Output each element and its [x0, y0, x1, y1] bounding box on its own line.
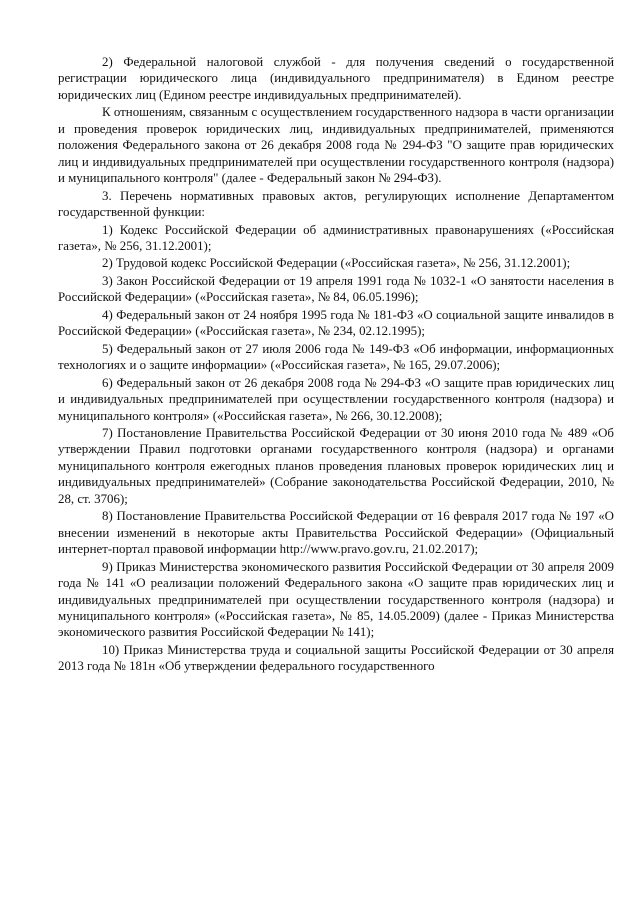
list-item-employment-law: 3) Закон Российской Федерации от 19 апреля 1991 года № 1032-1 «О занятости населения в Российской Федерации» («Российская газета», № 84, 06.05.1996);	[58, 273, 614, 305]
list-item-administrative-code: 1) Кодекс Российской Федерации об административных правонарушениях («Российская газета», № 256, 31.12.2001);	[58, 222, 614, 253]
paragraph-oversight-relations: К отношениям, связанным с осуществлением государственного надзора в части организации и проведения проверок юридических лиц, индивидуальных предпринимателей, применяются положения Федерального закона от 26 декабря 2008 года № 294-ФЗ "О защите прав юридических лиц и индивидуальных предпринимателей при осуществлении государственного контроля (надзора) и муниципального контроля" (далее - Федеральный закон № 294-ФЗ).	[58, 105, 614, 186]
list-item-294-fz: 6) Федеральный закон от 26 декабря 2008 года № 294-ФЗ «О защите прав юридических лиц и индивидуальных предпринимателей при осуществлении государственного контроля (надзора) и муниципального контроля» («Российская газета», № 266, 30.12.2008);	[58, 375, 614, 423]
list-item-resolution-197: 8) Постановление Правительства Российской Федерации от 16 февраля 2017 года № 197 «О внесении изменений в некоторые акты Правительства Российской Федерации» (Официальный интернет-портал правовой информации http://www.pravo.gov.ru, 21.02.2017);	[58, 509, 614, 557]
document-page	[58, 54, 614, 675]
list-item-order-141: 9) Приказ Министерства экономического развития Российской Федерации от 30 апреля 2009 года № 141 «О реализации положений Федерального закона «О защите прав юридических лиц и индивидуальных предпринимателей при осуществлении государственного контроля (надзора) и муниципального контроля» («Российская газета», № 85, 14.05.2009) (далее - Приказ Министерства экономического развития Российской Федерации № 141);	[58, 559, 614, 640]
paragraph-fns: 2) Федеральной налоговой службой - для получения сведений о государственной регистрации юридического лица (индивидуального предпринимателя) в Едином реестре юридических лиц (Едином реестре индивидуальных предпринимателей).	[58, 55, 614, 102]
list-item-order-181n: 10) Приказ Министерства труда и социальной защиты Российской Федерации от 30 апреля 2013 года № 181н «Об утверждении федерального государственного	[58, 642, 614, 674]
list-item-disability-law: 4) Федеральный закон от 24 ноября 1995 года № 181-ФЗ «О социальной защите инвалидов в Российской Федерации» («Российская газета», № 234, 02.12.1995);	[58, 307, 614, 339]
list-item-resolution-489: 7) Постановление Правительства Российской Федерации от 30 июня 2010 года № 489 «Об утверждении Правил подготовки органами государственного контроля (надзора) и органами муниципального контроля ежегодных планов проведения плановых проверок юридических лиц и индивидуальных предпринимателей» (Собрание законодательства Российской Федерации, 2010, № 28, ст. 3706);	[58, 425, 614, 506]
list-item-information-law: 5) Федеральный закон от 27 июля 2006 года № 149-ФЗ «Об информации, информационных технологиях и о защите информации» («Российская газета», № 165, 29.07.2006);	[58, 341, 614, 373]
paragraph-legal-acts-heading: 3. Перечень нормативных правовых актов, регулирующих исполнение Департаментом государственной функции:	[58, 188, 614, 220]
list-item-labor-code: 2) Трудовой кодекс Российской Федерации («Российская газета», № 256, 31.12.2001);	[102, 256, 571, 271]
